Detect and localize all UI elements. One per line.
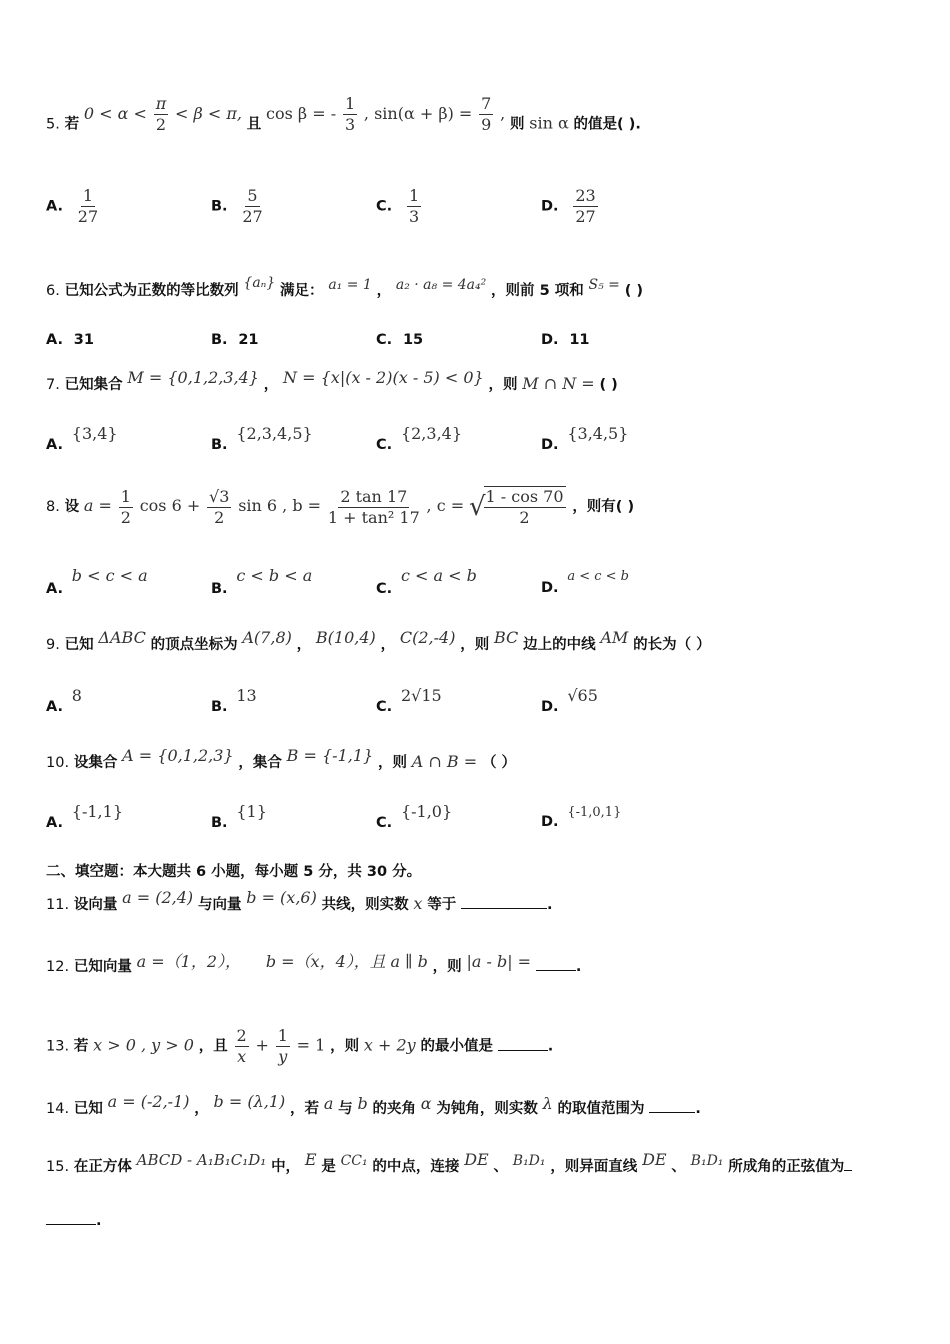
fraction: $\frac{1}{3}$ (344, 94, 356, 134)
question-6: 6. 已知公式为正数的等比数列 {aₙ} 满足： a₁ = 1 ， a₂ · a₈ = 4a₄² ，则前 5 项和 S₅ = ( ) (46, 275, 643, 299)
fraction: $\frac{1}{y}$ (277, 1026, 288, 1066)
q8-option-b: B. c < b < a (211, 566, 313, 597)
fraction: $\frac{5}{27}$ (242, 186, 263, 226)
q10-option-b: B. {1} (211, 802, 267, 831)
answer-blank[interactable] (649, 1098, 695, 1113)
sqrt-icon: √ (468, 492, 486, 522)
question-12: 12. 已知向量 a =（1，2）， b =（x，4），且 a ∥ b ，则 |a - b| = . (46, 952, 582, 975)
question-5: 5. 若 0 < α < $\frac{\pi}{2}$ < β < π, 且 cos β = - $\frac{1}{3}$ , sin(α + β) = $\frac{7}{9}$ , 则 sin α 的值是( ). (46, 94, 641, 134)
question-11: 11. 设向量 a = (2,4) 与向量 b = (x,6) 共线，则实数 x 等于 . (46, 888, 553, 913)
q9-option-b: B. 13 (211, 686, 257, 715)
q8-option-c: C. c < a < b (376, 566, 477, 597)
q6-option-c: C. 15 (376, 332, 424, 348)
q9-option-c: C. 2√15 (376, 686, 442, 715)
q5-option-c: C. $\frac{1}{3}$ (376, 186, 420, 226)
q6-option-b: B. 21 (211, 332, 259, 348)
q8-option-a: A. b < c < a (46, 566, 148, 597)
q7-option-b: B. {2,3,4,5} (211, 424, 313, 453)
q9-option-d: D. √65 (541, 686, 598, 715)
q7-option-d: D. {3,4,5} (541, 424, 629, 453)
fraction: $\frac{7}{9}$ (481, 94, 492, 134)
fraction: $\frac{2 \tan 17}{\text{1 + tan² 17}}$ (327, 486, 420, 527)
fraction: $\frac{√3}{2}$ (209, 486, 230, 527)
q5-option-d: D. $\frac{23}{27}$ (541, 186, 596, 226)
question-8: 8. 设 a = $\frac{1}{2}$ cos 6 + $\frac{√3}{2}$ sin 6 , b = $\frac{2 \tan 17}{\text{1 + tan² 17}}$ , c = √ $\frac{1 - \cos 70}{2}$ ，则有( ) (46, 486, 635, 527)
question-9: 9. 已知 ΔABC 的顶点坐标为 A(7,8) ， B(10,4) ， C(2,-4) ，则 BC 边上的中线 AM 的长为（ ） (46, 628, 711, 653)
question-14: 14. 已知 a = (-2,-1) ， b = (λ,1) ，若 a 与 b 的夹角 α 为钝角，则实数 λ 的取值范围为 . (46, 1092, 701, 1117)
q5-option-b: B. $\frac{5}{27}$ (211, 186, 263, 226)
q10-option-c: C. {-1,0} (376, 802, 453, 831)
question-10: 10. 设集合 A = {0,1,2,3} ，集合 B = {-1,1} ，则 A ∩ B = （ ） (46, 746, 516, 771)
question-15-continued: . (46, 1210, 102, 1231)
question-7: 7. 已知集合 M = {0,1,2,3,4} ， N = {x|(x - 2)(x - 5) < 0} ，则 M ∩ N = ( ) (46, 368, 618, 393)
q5-option-a: A. $\frac{1}{27}$ (46, 186, 99, 226)
q7-option-c: C. {2,3,4} (376, 424, 463, 453)
fraction: $\frac{1}{3}$ (408, 186, 420, 226)
q7-option-a: A. {3,4} (46, 424, 118, 453)
answer-blank-start[interactable] (844, 1156, 852, 1171)
question-15: 15. 在正方体 ABCD - A₁B₁C₁D₁ 中， E 是 CC₁ 的中点，连接 DE 、 B₁D₁ ，则异面直线 DE 、 B₁D₁ 所成角的正弦值为 (46, 1156, 852, 1177)
q6-option-a: A. 31 (46, 332, 94, 348)
q9-option-a: A. 8 (46, 686, 82, 715)
fraction: $\frac{23}{27}$ (575, 186, 596, 226)
fraction: $\frac{1}{2}$ (120, 486, 131, 527)
answer-blank[interactable] (536, 956, 576, 971)
q6-option-d: D. 11 (541, 332, 590, 348)
fraction: $\frac{1}{27}$ (77, 186, 99, 226)
q10-option-d: D. {-1,0,1} (541, 805, 622, 830)
answer-blank[interactable] (46, 1210, 96, 1225)
fraction: $\frac{\pi}{2}$ (155, 94, 167, 134)
fraction: $\frac{2}{x}$ (236, 1026, 247, 1066)
q8-option-d: D. a < c < b (541, 569, 629, 596)
answer-blank[interactable] (498, 1036, 548, 1051)
question-13: 13. 若 x > 0 , y > 0 ，且 $\frac{2}{x}$ + $\frac{1}{y}$ = 1 ，则 x + 2y 的最小值是 . (46, 1026, 554, 1066)
q10-option-a: A. {-1,1} (46, 802, 123, 831)
answer-blank[interactable] (461, 894, 547, 909)
section-header-fill-in: 二、填空题：本大题共 6 小题，每小题 5 分，共 30 分。 (46, 864, 422, 880)
question-number: 5. (46, 116, 60, 133)
fraction: $\frac{1 - \cos 70}{2}$ (485, 487, 564, 527)
